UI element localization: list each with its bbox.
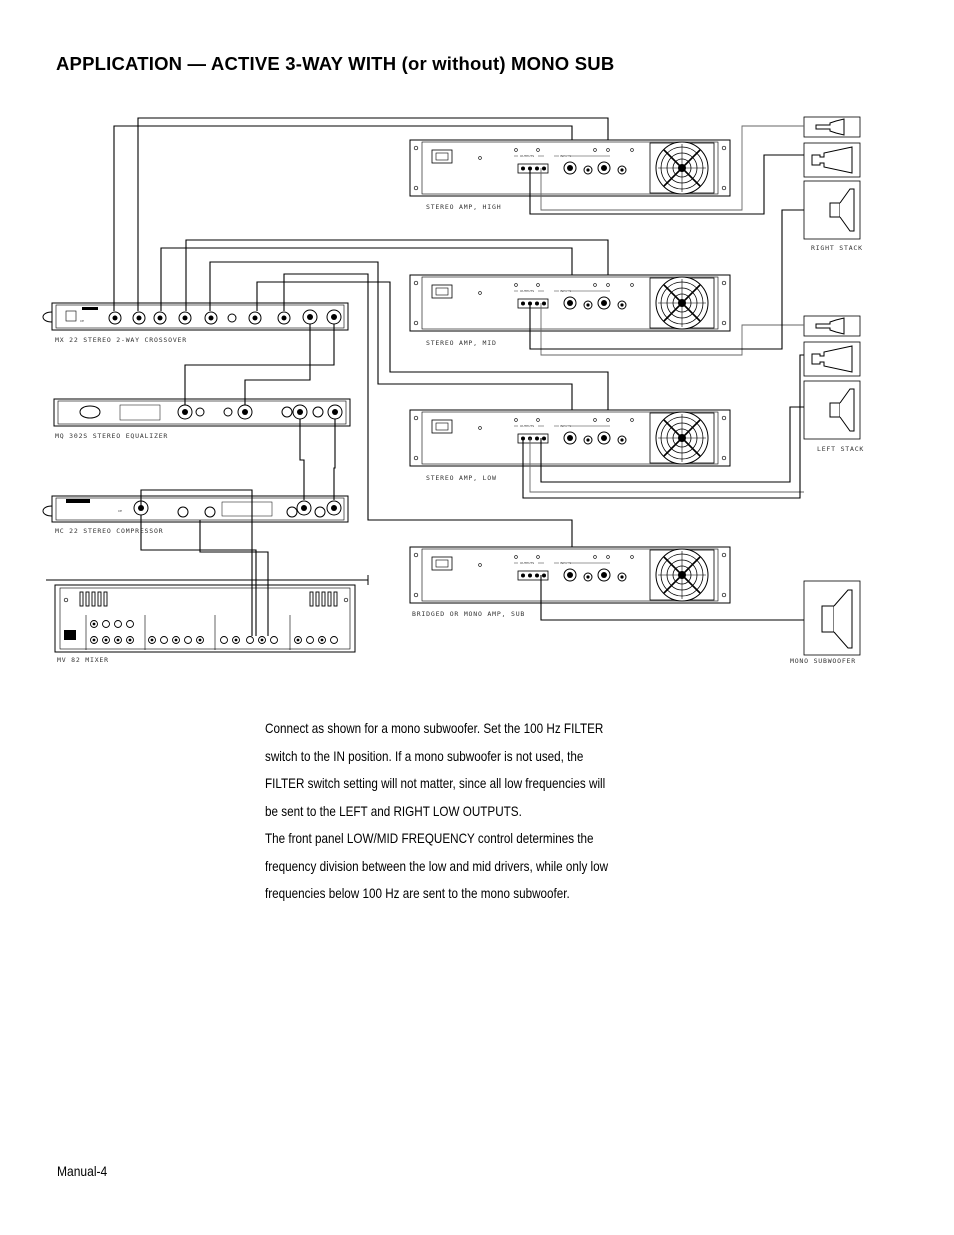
left-horn bbox=[804, 342, 860, 376]
compressor-label: MC 22 STEREO COMPRESSOR bbox=[55, 527, 164, 535]
amp-mid-unit bbox=[410, 275, 730, 331]
left-woofer bbox=[804, 381, 860, 439]
right-tweeter bbox=[804, 117, 860, 137]
amp-sub-label: BRIDGED OR MONO AMP, SUB bbox=[412, 610, 526, 618]
svg-text:CE: CE bbox=[118, 509, 122, 513]
mixer-unit bbox=[46, 575, 368, 652]
right-horn bbox=[804, 143, 860, 177]
instruction-paragraph-1: Connect as shown for a mono subwoofer. Set the 100 Hz FILTER switch to the IN position. If a mono subwoofer is not used, the FILTER switch setting will not matter, since all low frequencies will be sent to the LEFT and RIGHT LOW OUTPUTS. bbox=[265, 721, 606, 819]
right-stack-label: RIGHT STACK bbox=[811, 244, 863, 252]
amp-high-label: STEREO AMP, HIGH bbox=[426, 203, 502, 211]
crossover-unit bbox=[43, 303, 348, 330]
amp-low-unit bbox=[410, 410, 730, 466]
page-footer: Manual-4 bbox=[57, 1163, 108, 1179]
svg-text:CE: CE bbox=[80, 319, 84, 323]
mixer-label: MV 82 MIXER bbox=[57, 656, 109, 664]
mono-subwoofer-unit bbox=[804, 581, 860, 655]
right-woofer bbox=[804, 181, 860, 239]
instruction-paragraph-2: The front panel LOW/MID FREQUENCY control determines the frequency division between the low and mid drivers, while only low frequencies below 100 Hz are sent to the mono subwoofer. bbox=[265, 831, 609, 901]
compressor-unit bbox=[43, 496, 348, 522]
left-stack-label: LEFT STACK bbox=[817, 445, 865, 453]
crossover-label: MX 22 STEREO 2-WAY CROSSOVER bbox=[55, 336, 187, 344]
equalizer-label: MQ 302S STEREO EQUALIZER bbox=[55, 432, 169, 440]
amp-sub-unit bbox=[410, 547, 730, 603]
instructions-text bbox=[265, 715, 609, 908]
mono-subwoofer-label: MONO SUBWOOFER bbox=[790, 657, 856, 665]
amp-mid-label: STEREO AMP, MID bbox=[426, 339, 497, 347]
equalizer-unit bbox=[54, 399, 350, 426]
amp-low-label: STEREO AMP, LOW bbox=[426, 474, 497, 482]
amp-high-unit bbox=[410, 140, 730, 196]
page-title: APPLICATION — ACTIVE 3-WAY WITH (or without) MONO SUB bbox=[56, 53, 615, 74]
left-tweeter bbox=[804, 316, 860, 336]
wiring-diagram: OUTPUTS INPUTS CE MX 22 STEREO 2-WAY CROSSOVER MQ 302S STEREO EQUALIZER CE MC 22 STEREO COMPRESSOR MV 82 MIXER STEREO AMP, HIGH STEREO AMP, MID STEREO AMP, LOW BRIDGED OR MONO AMP, SUB RIGHT STACK LEFT STACK MONO SUBWOOFER bbox=[0, 0, 954, 700]
